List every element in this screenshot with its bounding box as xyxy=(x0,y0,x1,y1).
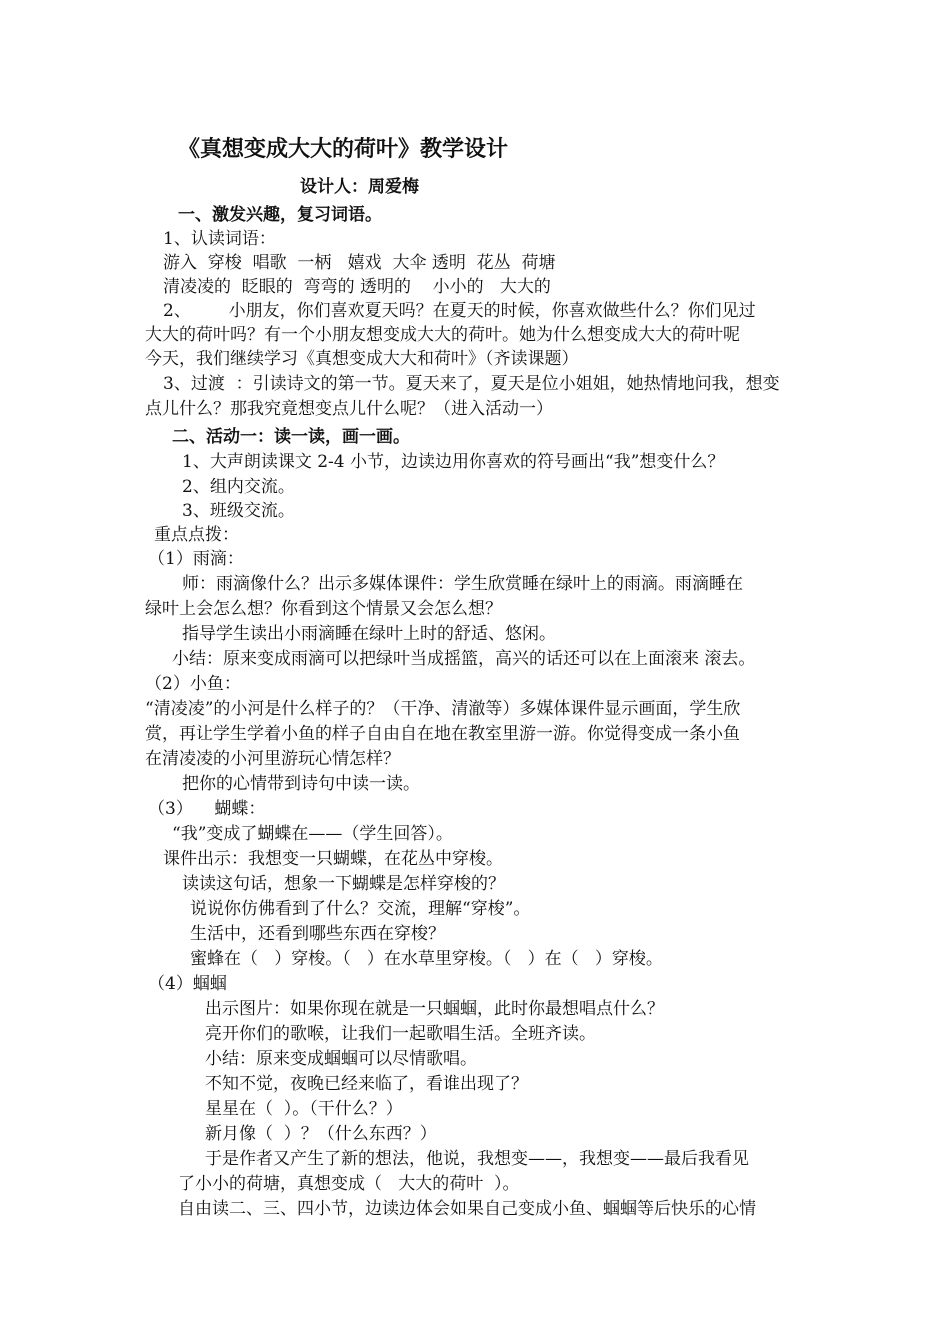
text-line: （4）蝈蝈 xyxy=(148,974,227,994)
text-line: 2、 小朋友，你们喜欢夏天吗？在夏天的时候，你喜欢做些什么？你们见过 xyxy=(163,301,756,321)
text-line: 3、班级交流。 xyxy=(182,501,295,521)
text-line: 新月像（ ）？（什么东西？） xyxy=(205,1124,437,1144)
text-line: 说说你仿佛看到了什么？交流，理解“穿梭”。 xyxy=(190,899,531,919)
text-line: 1、认读词语： xyxy=(163,229,276,249)
text-line: 小结：原来变成雨滴可以把绿叶当成摇篮，高兴的话还可以在上面滚来 滚去。 xyxy=(172,649,756,669)
text-line: 师：雨滴像什么？出示多媒体课件：学生欣赏睡在绿叶上的雨滴。雨滴睡在 xyxy=(182,574,743,594)
text-line: （3） 蝴蝶： xyxy=(148,799,266,819)
text-line: 3、过渡 ：引读诗文的第一节。夏天来了，夏天是位小姐姐，她热情地问我，想变 xyxy=(163,374,780,394)
text-line: （1）雨滴： xyxy=(148,549,244,569)
text-line: 今天，我们继续学习《真想变成大大和荷叶》（齐读课题） xyxy=(145,349,579,369)
text-line: 1、大声朗读课文 2-4 小节，边读边用你喜欢的符号画出“我”想变什么？ xyxy=(182,452,725,472)
text-line: 重点点拨： xyxy=(154,525,239,545)
text-line: 指导学生读出小雨滴睡在绿叶上时的舒适、悠闲。 xyxy=(182,624,556,644)
text-line: （2）小鱼： xyxy=(145,674,241,694)
text-line: 清凌凌的 眨眼的 弯弯的 透明的 小小的 大大的 xyxy=(163,277,551,297)
text-line: “我”变成了蝴蝶在——（学生回答）。 xyxy=(172,824,453,844)
text-line: 点儿什么？那我究竟想变点儿什么呢？（进入活动一） xyxy=(145,399,553,419)
text-line: 小结：原来变成蝈蝈可以尽情歌唱。 xyxy=(205,1049,477,1069)
text-line: 亮开你们的歌喉，让我们一起歌唱生活。全班齐读。 xyxy=(205,1024,596,1044)
section-heading: 二、活动一：读一读，画一画。 xyxy=(172,427,410,447)
text-line: 蜜蜂在（ ）穿梭。（ ）在水草里穿梭。（ ）在（ ）穿梭。 xyxy=(190,949,663,969)
text-line: 星星在（ ）。（干什么？） xyxy=(205,1099,403,1119)
text-line: 赏，再让学生学着小鱼的样子自由自在地在教室里游一游。你觉得变成一条小鱼 xyxy=(145,724,740,744)
text-line: 在清凌凌的小河里游玩心情怎样？ xyxy=(145,749,400,769)
author-line: 设计人：周爱梅 xyxy=(300,177,419,197)
text-line: 2、组内交流。 xyxy=(182,477,295,497)
text-line: 自由读二、三、四小节，边读边体会如果自己变成小鱼、蝈蝈等后快乐的心情 xyxy=(178,1199,756,1219)
text-line: 出示图片：如果你现在就是一只蝈蝈，此时你最想唱点什么？ xyxy=(205,999,664,1019)
text-line: 把你的心情带到诗句中读一读。 xyxy=(182,774,420,794)
text-line: 游入 穿梭 唱歌 一柄 嬉戏 大伞 透明 花丛 荷塘 xyxy=(163,253,556,273)
text-line: 不知不觉，夜晚已经来临了，看谁出现了？ xyxy=(205,1074,528,1094)
text-line: 生活中，还看到哪些东西在穿梭？ xyxy=(190,924,445,944)
text-line: “清凌凌”的小河是什么样子的？（干净、清澈等）多媒体课件显示画面，学生欣 xyxy=(145,699,741,719)
text-line: 课件出示：我想变一只蝴蝶，在花丛中穿梭。 xyxy=(163,849,503,869)
text-line: 大大的荷叶吗？有一个小朋友想变成大大的荷叶。她为什么想变成大大的荷叶呢 xyxy=(145,325,740,345)
text-line: 了小小的荷塘，真想变成（ 大大的荷叶 ）。 xyxy=(178,1174,520,1194)
text-line: 绿叶上会怎么想？你看到这个情景又会怎么想？ xyxy=(145,599,502,619)
text-line: 读读这句话，想象一下蝴蝶是怎样穿梭的？ xyxy=(182,874,505,894)
section-heading: 一、激发兴趣，复习词语。 xyxy=(178,205,382,225)
text-line: 于是作者又产生了新的想法，他说，我想变——，我想变——最后我看见 xyxy=(205,1149,749,1169)
document-title: 《真想变成大大的荷叶》教学设计 xyxy=(178,137,509,162)
